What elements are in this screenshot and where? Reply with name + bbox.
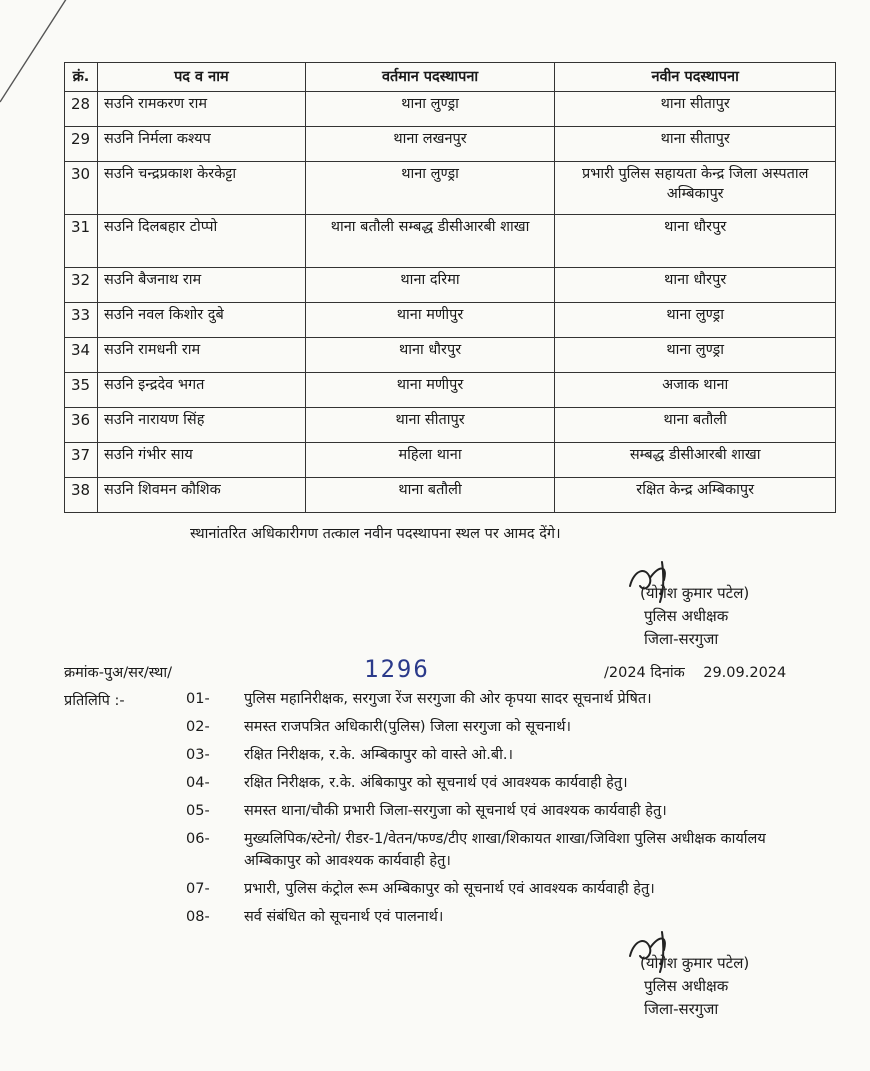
cell-name: सउनि गंभीर साय — [97, 443, 305, 478]
cell-name: सउनि चन्द्रप्रकाश केरकेट्टा — [97, 162, 305, 215]
cell-current-posting: थाना मणीपुर — [305, 373, 555, 408]
cell-name: सउनि रामधनी राम — [97, 338, 305, 373]
cell-new-posting: सम्बद्ध डीसीआरबी शाखा — [555, 443, 836, 478]
cell-new-posting: थाना सीतापुर — [555, 127, 836, 162]
cell-current-posting: थाना मणीपुर — [305, 303, 555, 338]
copy-item-text: समस्त राजपत्रित अधिकारी(पुलिस) जिला सरगुजा को सूचनार्थ। — [244, 719, 571, 735]
cell-serial: 38 — [65, 478, 98, 513]
transfer-note: स्थानांतरित अधिकारीगण तत्काल नवीन पदस्थापना स्थल पर आमद देंगे। — [190, 526, 561, 542]
copy-item-number: 01- — [186, 691, 210, 707]
list-item — [186, 744, 826, 766]
list-item — [186, 878, 826, 900]
copy-item-text: रक्षित निरीक्षक, र.के. अम्बिकापुर को वास्ते ओ.बी.। — [244, 747, 513, 763]
copy-item-number: 02- — [186, 719, 210, 735]
header-current-posting: वर्तमान पदस्थापना — [305, 63, 555, 92]
list-item — [186, 716, 826, 738]
table-row — [65, 338, 836, 373]
cell-current-posting: थाना बतौली — [305, 478, 555, 513]
table-row — [65, 127, 836, 162]
copy-item-number: 06- — [186, 831, 210, 847]
cell-serial: 37 — [65, 443, 98, 478]
cell-current-posting: थाना बतौली सम्बद्ध डीसीआरबी शाखा — [305, 215, 555, 268]
cell-new-posting: प्रभारी पुलिस सहायता केन्द्र जिला अस्पताल अम्बिकापुर — [555, 162, 836, 215]
signature-scribble-2 — [624, 926, 686, 978]
cell-new-posting: थाना धौरपुर — [555, 268, 836, 303]
signatory-name-1: (योगेश कुमार पटेल) — [640, 584, 750, 602]
copy-item-text: समस्त थाना/चौकी प्रभारी जिला-सरगुजा को सूचनार्थ एवं आवश्यक कार्यवाही हेतु। — [244, 803, 667, 819]
cell-serial: 36 — [65, 408, 98, 443]
cell-current-posting: थाना दरिमा — [305, 268, 555, 303]
signature-block-1 — [640, 582, 749, 651]
table-row — [65, 408, 836, 443]
cell-new-posting: थाना बतौली — [555, 408, 836, 443]
list-item — [186, 800, 826, 822]
cell-new-posting: थाना लुण्ड्रा — [555, 338, 836, 373]
list-item — [186, 688, 826, 710]
signature-scribble-1 — [624, 556, 686, 608]
cell-new-posting: रक्षित केन्द्र अम्बिकापुर — [555, 478, 836, 513]
cell-name: सउनि दिलबहार टोप्पो — [97, 215, 305, 268]
table-row — [65, 443, 836, 478]
cell-new-posting: अजाक थाना — [555, 373, 836, 408]
header-post-name: पद व नाम — [97, 63, 305, 92]
cell-current-posting: थाना लुण्ड्रा — [305, 92, 555, 127]
cell-current-posting: महिला थाना — [305, 443, 555, 478]
copy-item-text: सर्व संबंधित को सूचनार्थ एवं पालनार्थ। — [244, 909, 444, 925]
signatory-designation-1: पुलिस अधीक्षक — [644, 607, 729, 625]
list-item — [186, 828, 826, 872]
copy-item-number: 07- — [186, 881, 210, 897]
copy-recipient-list — [186, 688, 826, 934]
header-new-posting: नवीन पदस्थापना — [555, 63, 836, 92]
list-item — [186, 906, 826, 928]
cell-name: सउनि इन्द्रदेव भगत — [97, 373, 305, 408]
table-row — [65, 478, 836, 513]
table-header-row — [65, 63, 836, 92]
cell-serial: 35 — [65, 373, 98, 408]
copy-item-number: 04- — [186, 775, 210, 791]
copy-item-number: 05- — [186, 803, 210, 819]
copy-item-text: प्रभारी, पुलिस कंट्रोल रूम अम्बिकापुर को सूचनार्थ एवं आवश्यक कार्यवाही हेतु। — [244, 881, 655, 897]
cell-name: सउनि शिवमन कौशिक — [97, 478, 305, 513]
cell-name: सउनि बैजनाथ राम — [97, 268, 305, 303]
table-row — [65, 215, 836, 268]
reference-date-wrap — [604, 662, 786, 682]
cell-serial: 32 — [65, 268, 98, 303]
table-row — [65, 92, 836, 127]
cell-name: सउनि नारायण सिंह — [97, 408, 305, 443]
cell-current-posting: थाना सीतापुर — [305, 408, 555, 443]
cell-name: सउनि निर्मला कश्यप — [97, 127, 305, 162]
copy-label: प्रतिलिपि :- — [64, 693, 125, 709]
copy-item-text: पुलिस महानिरीक्षक, सरगुजा रेंज सरगुजा की ओर कृपया सादर सूचनार्थ प्रेषित। — [244, 691, 652, 707]
cell-serial: 29 — [65, 127, 98, 162]
cell-current-posting: थाना लखनपुर — [305, 127, 555, 162]
signatory-district-1: जिला-सरगुजा — [644, 630, 719, 648]
reference-number: 1296 — [364, 655, 430, 683]
cell-serial: 30 — [65, 162, 98, 215]
cell-serial: 34 — [65, 338, 98, 373]
cell-new-posting: थाना लुण्ड्रा — [555, 303, 836, 338]
list-item — [186, 772, 826, 794]
table-row — [65, 162, 836, 215]
table-row — [65, 268, 836, 303]
copy-item-number: 08- — [186, 909, 210, 925]
cell-serial: 33 — [65, 303, 98, 338]
cell-new-posting: थाना सीतापुर — [555, 92, 836, 127]
copy-item-number: 03- — [186, 747, 210, 763]
cell-current-posting: थाना लुण्ड्रा — [305, 162, 555, 215]
reference-date: 29.09.2024 — [703, 665, 787, 681]
transfer-table — [64, 62, 836, 513]
cell-name: सउनि रामकरण राम — [97, 92, 305, 127]
header-serial: क्रं. — [65, 63, 98, 92]
cell-new-posting: थाना धौरपुर — [555, 215, 836, 268]
signature-block-2 — [640, 952, 749, 1021]
cell-serial: 28 — [65, 92, 98, 127]
copy-item-text: रक्षित निरीक्षक, र.के. अंबिकापुर को सूचनार्थ एवं आवश्यक कार्यवाही हेतु। — [244, 775, 628, 791]
cell-serial: 31 — [65, 215, 98, 268]
signatory-name-2: (योगेश कुमार पटेल) — [640, 954, 750, 972]
cell-name: सउनि नवल किशोर दुबे — [97, 303, 305, 338]
signatory-designation-2: पुलिस अधीक्षक — [644, 977, 729, 995]
cell-current-posting: थाना धौरपुर — [305, 338, 555, 373]
reference-suffix: /2024 दिनांक — [604, 665, 685, 681]
table-row — [65, 373, 836, 408]
signatory-district-2: जिला-सरगुजा — [644, 1000, 719, 1018]
reference-prefix: क्रमांक-पुअ/सर/स्था/ — [64, 665, 173, 681]
copy-item-text: मुख्यलिपिक/स्टेनो/ रीडर-1/वेतन/फण्ड/टीए शाखा/शिकायत शाखा/जिविशा पुलिस अधीक्षक कार्यालय अम्बिकापुर को आवश्यक कार्यवाही हेतु। — [244, 831, 766, 869]
table-row — [65, 303, 836, 338]
